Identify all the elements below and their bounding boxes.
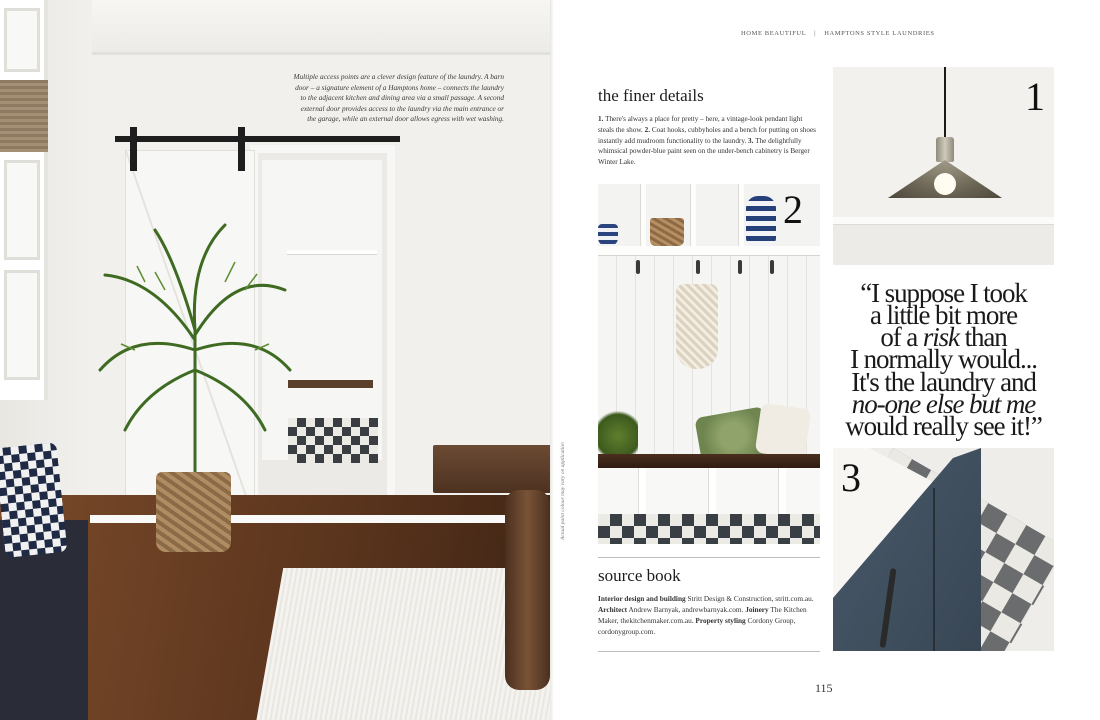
pendant-cord: [944, 67, 946, 139]
divider-rule: [598, 651, 820, 652]
quote-line: It's the laundry and: [851, 366, 1036, 397]
item-number: 2.: [644, 125, 651, 134]
palm-plant: [95, 220, 295, 490]
window: [0, 0, 48, 400]
cubby-shelf: [598, 246, 820, 256]
coat-hook: [738, 260, 742, 274]
running-head: [737, 30, 939, 37]
photo-number: 1: [1025, 74, 1045, 119]
source-text: The Kitchen Maker, thekitchenmaker.com.au.: [598, 604, 807, 625]
quote-line: I normally would...: [850, 344, 1037, 375]
section-name: HAMPTONS STYLE LAUNDRIES: [824, 30, 935, 37]
gingham-cushion: [0, 442, 68, 558]
item-text: The delightfully whimsical powder-blue paint seen on the under-bench cabinetry is Berger Winter Lake.: [598, 136, 810, 167]
source-label: Architect: [598, 604, 628, 614]
cubby-divider: [738, 184, 744, 250]
under-bench-cubbies: [598, 468, 820, 518]
dining-table-leg: [505, 490, 550, 690]
cabinet: [833, 225, 1054, 265]
checkerboard-floor: [288, 418, 378, 463]
paint-disclaimer: Actual paint colour may vary on application: [560, 442, 566, 540]
string-bag: [676, 284, 718, 369]
coat-hook: [636, 260, 640, 274]
finer-details-heading: the finer details: [598, 86, 704, 105]
pull-quote: [833, 278, 1054, 441]
photo-number: 2: [783, 187, 803, 232]
photo-blue-cabinetry: [833, 448, 1054, 651]
photo-number: 3: [841, 455, 861, 500]
photo-pendant-light: [833, 67, 1054, 265]
source-label: Property styling: [695, 615, 746, 625]
timber-bench-seat: [598, 454, 820, 468]
ginger-jar: [746, 196, 776, 246]
quote-line: a little bit more: [869, 300, 1017, 331]
coat-hook: [696, 260, 700, 274]
source-label: Interior design and building: [598, 594, 686, 603]
woven-blind: [0, 80, 48, 152]
photo-mudroom-bench: [598, 184, 820, 544]
coat-hook: [770, 260, 774, 274]
item-text: There's always a place for pretty – here, a vintage-look pendant light steals the show.: [598, 115, 803, 134]
cabinet-door-seam: [933, 488, 935, 651]
quote-line: “I suppose I took: [860, 278, 1027, 308]
pendant-fitting: [936, 137, 954, 162]
finer-details-text: [598, 114, 820, 168]
publication-name: HOME BEAUTIFUL: [741, 30, 807, 37]
quote-emphasis: risk: [922, 322, 959, 353]
rail-hanger: [238, 127, 245, 171]
cubby-divider: [640, 184, 646, 250]
dining-table-top: [433, 445, 550, 493]
cubby-basket: [650, 218, 684, 246]
source-text: Andrew Barnyak, andrewbarnyak.com.: [627, 604, 746, 614]
blue-white-bowl: [598, 224, 618, 246]
shelf: [833, 217, 1054, 225]
quote-line: of a risk than: [880, 322, 1007, 353]
ceiling: [90, 0, 550, 55]
barn-door-rail: [115, 136, 400, 142]
source-book-heading: source book: [598, 566, 681, 585]
corridor-shelf: [287, 250, 377, 255]
page-number: 115: [815, 681, 833, 695]
quote-line: would really see it!”: [845, 410, 1042, 441]
item-number: 1.: [598, 115, 604, 123]
page-gutter: [550, 0, 554, 720]
checkerboard-tiles: [598, 514, 820, 544]
source-text: Cordony Group, cordonygroup.com.: [598, 615, 796, 636]
woven-planter-basket: [156, 472, 231, 552]
white-cushion: [755, 403, 811, 459]
potted-plant: [598, 406, 638, 456]
light-bulb: [934, 173, 956, 195]
intro-caption: Multiple access points are a clever design feature of the laundry. A barn door – a signature element of a Hamptons home – connects the laundry to the adjacent kitchen and dining area via a small passage. A second external door provides access to the laundry via the main entrance or the garage, while an external door allows egress with wet washing.: [293, 72, 504, 124]
source-text: Stritt Design & Construction, stritt.com.au.: [685, 594, 814, 603]
source-label: Joinery: [745, 604, 769, 614]
corridor-bench: [288, 380, 373, 388]
running-head-separator: |: [814, 30, 817, 37]
cubby-divider: [690, 184, 696, 250]
item-text: Coat hooks, cubbyholes and a bench for putting on shoes instantly add mudroom functionality to the laundry.: [598, 125, 816, 145]
quote-emphasis: no-one else but me: [851, 388, 1036, 419]
source-book-text: [598, 594, 820, 638]
rail-hanger: [130, 127, 137, 171]
item-number: 3.: [748, 136, 754, 145]
divider-rule: [598, 557, 820, 558]
